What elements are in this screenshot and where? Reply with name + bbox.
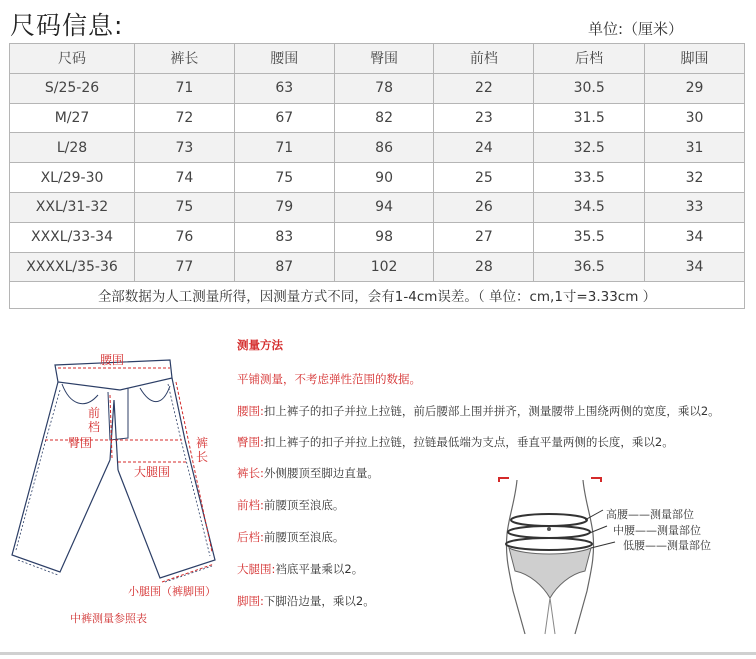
table-cell: M/27	[10, 103, 135, 133]
table-cell: 30	[645, 103, 745, 133]
table-cell: 24	[434, 133, 534, 163]
method-title: 测量方法	[237, 338, 283, 352]
table-cell: 86	[334, 133, 434, 163]
table-row	[10, 222, 745, 252]
table-row	[10, 103, 745, 133]
table-cell: 75	[234, 163, 334, 193]
table-cell: XL/29-30	[10, 163, 135, 193]
table-cell: 33.5	[534, 163, 645, 193]
table-cell: 71	[135, 73, 235, 103]
table-cell: 76	[135, 222, 235, 252]
table-cell: 27	[434, 222, 534, 252]
table-cell: S/25-26	[10, 73, 135, 103]
method-item: 大腿围:裆底平量乘以2。	[237, 562, 364, 576]
table-cell: 32.5	[534, 133, 645, 163]
table-cell: 36.5	[534, 252, 645, 282]
table-cell: XXL/31-32	[10, 192, 135, 222]
table-cell: 67	[234, 103, 334, 133]
table-cell: 23	[434, 103, 534, 133]
table-cell: 94	[334, 192, 434, 222]
bottom-divider	[0, 652, 756, 655]
table-cell: 22	[434, 73, 534, 103]
method-item: 臀围:扣上裤子的扣子并拉上拉链，拉链最低端为支点，垂直平量两侧的长度，乘以2。	[237, 435, 674, 449]
table-cell: 28	[434, 252, 534, 282]
table-cell: 74	[135, 163, 235, 193]
table-cell: XXXL/33-34	[10, 222, 135, 252]
table-cell: 26	[434, 192, 534, 222]
table-cell: 87	[234, 252, 334, 282]
table-cell: 30.5	[534, 73, 645, 103]
table-cell: 82	[334, 103, 434, 133]
table-cell: 35.5	[534, 222, 645, 252]
table-cell: 72	[135, 103, 235, 133]
front-rise-label: 前档	[88, 406, 101, 434]
table-note-row	[10, 282, 745, 309]
table-cell: 73	[135, 133, 235, 163]
table-cell: 98	[334, 222, 434, 252]
waist-label: 腰围	[100, 353, 125, 367]
method-item: 腰围:扣上裤子的扣子并拉上拉链，前后腰部上围并拼齐，测量腰带上围绕两侧的宽度，乘以2。	[237, 404, 720, 418]
table-row	[10, 73, 745, 103]
thigh-label: 大腿围	[134, 465, 171, 479]
table-cell: 34.5	[534, 192, 645, 222]
table-header-row	[10, 44, 745, 74]
page-title: 尺码信息:	[10, 11, 124, 40]
table-cell: 102	[334, 252, 434, 282]
leg-opening-label: 小腿围（裤脚围）	[128, 585, 216, 598]
body-figure	[495, 476, 745, 636]
table-cell: L/28	[10, 133, 135, 163]
pants-diagram	[0, 320, 240, 630]
column-header: 腰围	[234, 44, 334, 74]
low-waist-label: 低腰——测量部位	[623, 539, 711, 552]
table-cell: 83	[234, 222, 334, 252]
table-row	[10, 252, 745, 282]
measurement-section	[0, 320, 756, 659]
table-cell: 29	[645, 73, 745, 103]
hip-label: 臀围	[68, 436, 93, 450]
table-cell: 78	[334, 73, 434, 103]
length-label: 裤长	[196, 436, 209, 464]
table-cell: 31	[645, 133, 745, 163]
table-cell: 32	[645, 163, 745, 193]
table-cell: 90	[334, 163, 434, 193]
table-cell: 71	[234, 133, 334, 163]
column-header: 前档	[434, 44, 534, 74]
table-cell: 75	[135, 192, 235, 222]
size-table	[9, 43, 745, 309]
high-waist-label: 高腰——测量部位	[606, 508, 694, 521]
table-row	[10, 192, 745, 222]
method-item: 后档:前腰顶至浪底。	[237, 530, 345, 544]
column-header: 臀围	[334, 44, 434, 74]
mid-waist-label: 中腰——测量部位	[613, 524, 701, 537]
table-cell: 77	[135, 252, 235, 282]
table-row	[10, 163, 745, 193]
table-cell: 34	[645, 222, 745, 252]
method-item: 裤长:外侧腰顶至脚边直量。	[237, 466, 379, 480]
table-cell: 79	[234, 192, 334, 222]
table-cell: XXXXL/35-36	[10, 252, 135, 282]
table-cell: 31.5	[534, 103, 645, 133]
method-item: 脚围:下脚沿边量，乘以2。	[237, 594, 375, 608]
table-cell: 34	[645, 252, 745, 282]
column-header: 尺码	[10, 44, 135, 74]
column-header: 裤长	[135, 44, 235, 74]
table-row	[10, 133, 745, 163]
table-cell: 25	[434, 163, 534, 193]
method-intro: 平铺测量，不考虑弹性范围的数据。	[237, 372, 421, 386]
column-header: 脚围	[645, 44, 745, 74]
table-cell: 63	[234, 73, 334, 103]
method-item: 前档:前腰顶至浪底。	[237, 498, 345, 512]
unit-label: 单位:（厘米）	[588, 20, 684, 38]
pants-caption: 中裤测量参照表	[70, 612, 147, 625]
table-cell: 33	[645, 192, 745, 222]
table-note: 全部数据为人工测量所得，因测量方式不同，会有1-4cm误差。（ 单位：cm,1寸=3.33cm ）	[10, 282, 745, 309]
column-header: 后档	[534, 44, 645, 74]
